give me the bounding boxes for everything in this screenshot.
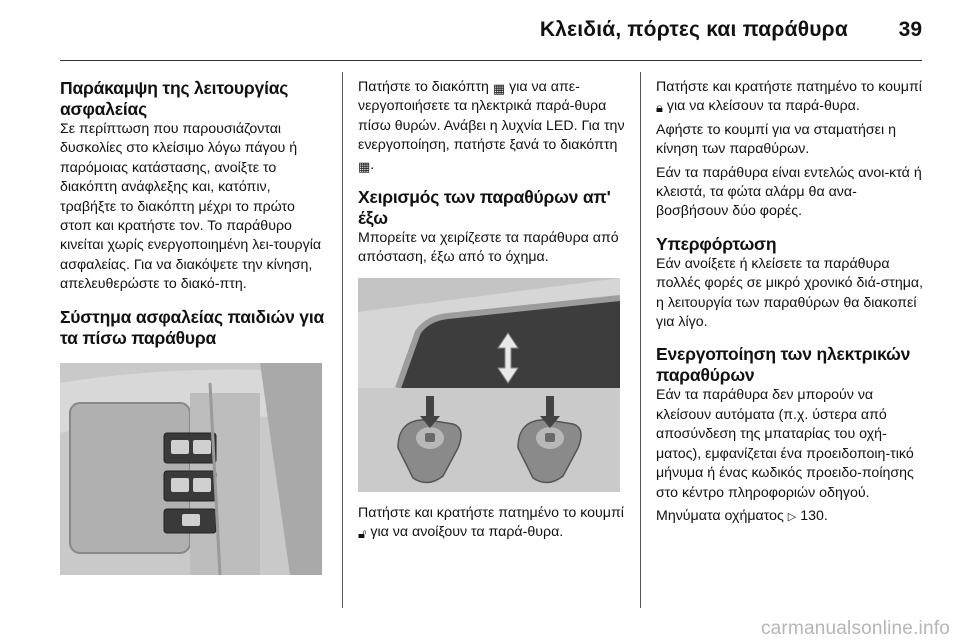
section-heading-overload: Υπερφόρτωση [656, 233, 777, 254]
column-2 [358, 78, 626, 543]
window-child-lock-icon: ▦ [358, 158, 371, 174]
text-span: Πατήστε και κρατήστε πατημένο το κουμπί [358, 504, 624, 521]
page-reference-arrow-icon: ▷ [787, 510, 797, 523]
section-heading-activation: Ενεργοποίηση των ηλεκτρικών παραθύρων [656, 344, 911, 386]
text-span: για να κλείσουν τα παρά-θυρα. [666, 98, 860, 115]
page-reference[interactable]: 130. [800, 507, 828, 524]
unlock-key-icon: 🔓︎ [358, 526, 367, 542]
page-header [60, 16, 922, 44]
text-span: για να απε-νεργοποιήσετε τα ηλεκτρικά παρά-θυρα πίσω θυρών. Ανάβει η λυχνία LED. Για την ενεργοποίηση, πατήστε ξανά το διακόπτη [358, 79, 625, 154]
page-number: 39 [898, 18, 922, 41]
paragraph [656, 507, 926, 527]
door-switch-panel-drawing [60, 363, 322, 575]
remote-key-window-illustration [358, 278, 620, 492]
page-title: Κλειδιά, πόρτες και παράθυρα [539, 18, 848, 41]
paragraph: Αφήστε το κουμπί για να σταματήσει η κίνηση των παραθύρων. [656, 121, 896, 158]
window-child-lock-icon: ▦ [492, 81, 506, 96]
header-rule [60, 60, 922, 61]
lock-key-icon: 🔒︎ [656, 100, 663, 116]
remote-key-window-drawing [358, 278, 620, 492]
column-3 [656, 78, 926, 527]
text-span: Πατήστε το διακόπτη [358, 79, 489, 95]
column-divider [342, 72, 343, 608]
section-heading-safety-override: Παράκαμψη της λειτουργίας ασφαλείας [60, 78, 289, 119]
section-heading-remote-operation: Χειρισμός των παραθύρων απ' έξω [358, 187, 611, 229]
paragraph: Σε περίπτωση που παρουσιάζονται δυσκολίες στο κλείσιμο λόγω πάγου ή παρόμοιας κατάστασης, ανοίξτε το διακόπτη ανάφλεξης και, κατόπιν, τραβήξτε το διακόπτη μέχρι το πρώτο στοπ και κρατήστε τον. Το παράθυρο κινείται χωρίς ενεργοποιημένη λει-τουργία ασφαλείας. Για να διακόψετε την κίνηση, απελευθερώστε το διακό-πτη. [60, 121, 322, 293]
text-span: Πατήστε και κρατήστε πατημένο το κουμπί [656, 79, 922, 95]
text-span: για να ανοίξουν τα παρά-θυρα. [370, 524, 564, 541]
text-span: Μηνύματα οχήματος [656, 507, 784, 524]
section-heading-child-safety: Σύστημα ασφαλείας παιδιών για τα πίσω παράθυρα [60, 306, 325, 348]
paragraph: Εάν τα παράθυρα είναι εντελώς ανοι-κτά ή κλειστά, τα φώτα αλάρμ θα ανα-βοσβήσουν δύο φορές. [656, 164, 922, 220]
text-span: . [370, 156, 375, 173]
paragraph [358, 504, 626, 543]
watermark: carmanualsonline.info [760, 618, 950, 639]
paragraph [656, 78, 926, 117]
column-divider [640, 72, 641, 608]
paragraph [358, 78, 626, 175]
door-switch-panel-illustration [60, 363, 322, 575]
paragraph: Εάν τα παράθυρα δεν μπορούν να κλείσουν αυτόματα (π.χ. ύστερα από αποσύνδεση της μπαταρίας του οχή-ματος), εμφανίζεται ένα προειδοποιη-τικό μήνυμα ή ένας κωδικός προειδο-ποίησης στο κέντρο πληροφοριών οδηγού. [656, 387, 914, 501]
column-1 [60, 78, 328, 575]
paragraph: Μπορείτε να χειρίζεστε τα παράθυρα από απόσταση, έξω από το όχημα. [358, 230, 619, 266]
paragraph: Εάν ανοίξετε ή κλείσετε τα παράθυρα πολλές φορές σε μικρό χρονικό διά-στημα, η λειτουργία των παραθύρων θα διακοπεί για λίγο. [656, 255, 924, 331]
